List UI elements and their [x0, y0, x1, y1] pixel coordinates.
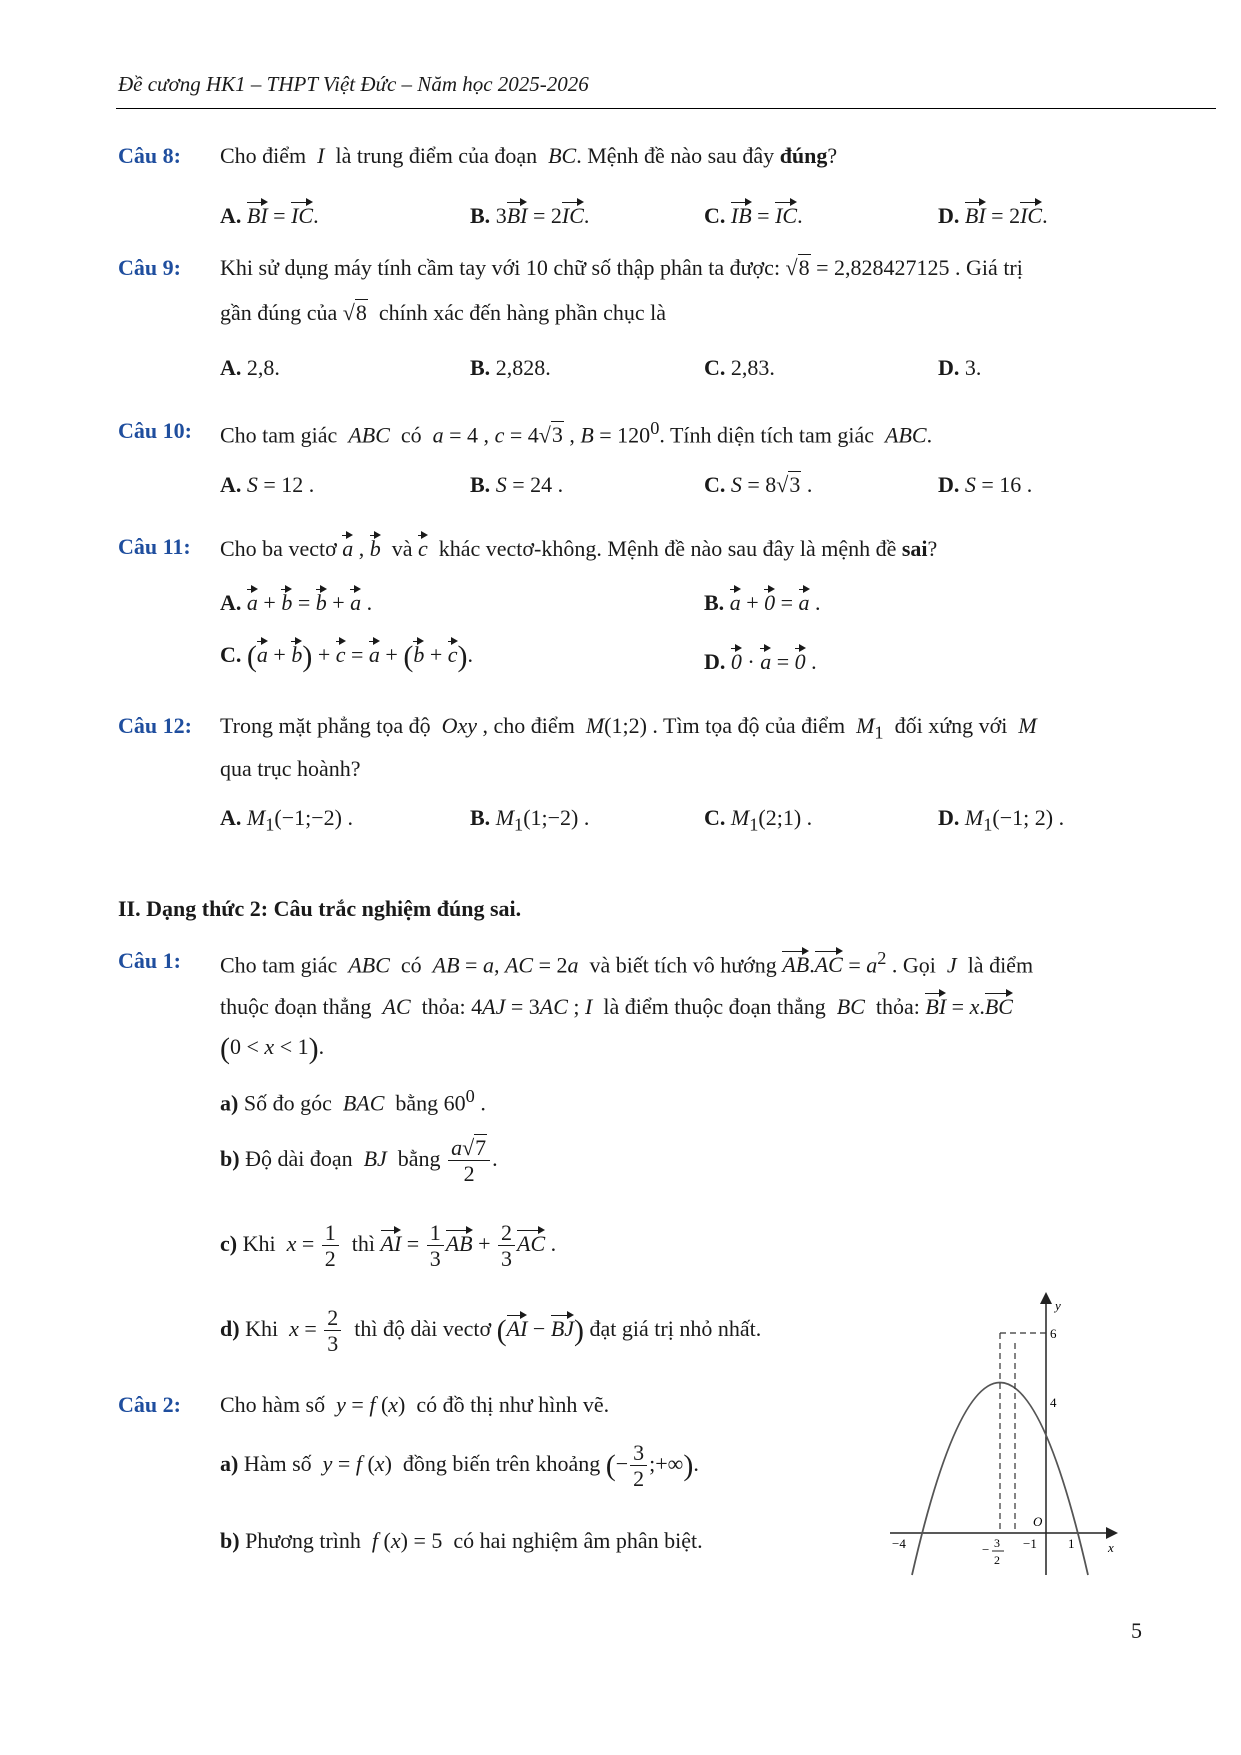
section-2-title: II. Dạng thức 2: Câu trắc nghiệm đúng sai.: [118, 896, 522, 921]
tick-y-4: 4: [1050, 1395, 1057, 1410]
q12-option-c: C. $M_1(2;1)$ .: [704, 805, 813, 835]
parabola-graph: [880, 1290, 1130, 1580]
q8-option-a: A. BI = IC.: [220, 203, 319, 228]
q8-option-c: C. IB = IC.: [704, 203, 803, 228]
question-8-text: Cho điểm I là trung điểm của đoạn BC. Mệnh đề nào sau đây đúng?: [220, 143, 838, 168]
q9-option-d: D. 3.: [938, 355, 982, 380]
s2-question-1-text: Cho tam giác ABC có AB = a, AC = 2a và biết tích vô hướng $AB.AC = a^2$ . Gọi J là điểm: [220, 948, 1034, 978]
q10-option-b: B. S = 24 .: [470, 472, 564, 497]
s2-question-1-text-2: thuộc đoạn thẳng AC thỏa: 4AJ = 3AC ; I là điểm thuộc đoạn thẳng BC thỏa: BI = x.BC: [220, 994, 1013, 1019]
tick-x-minus1: −1: [1023, 1536, 1037, 1551]
page-header: Đề cương HK1 – THPT Việt Đức – Năm học 2025-2026: [118, 72, 589, 96]
question-11-label: Câu 11:: [118, 534, 191, 559]
s2-q1-item-a: a) Số đo góc BAC bằng $60^0$ .: [220, 1086, 486, 1116]
q8-option-d: D. BI = 2IC.: [938, 203, 1048, 228]
s2-question-2-text: Cho hàm số y = f (x) có đồ thị như hình vẽ.: [220, 1392, 610, 1417]
origin-label: O: [1033, 1514, 1043, 1529]
y-axis-label: y: [1055, 1298, 1061, 1313]
s2-q2-item-a: a) Hàm số y = f (x) đồng biến trên khoảng (− $\frac{3}{2}$ ;+∞).: [220, 1440, 699, 1492]
q9-option-c: C. 2,83.: [704, 355, 775, 380]
s2-q2-item-b: b) Phương trình f (x) = 5 có hai nghiệm âm phân biệt.: [220, 1528, 703, 1553]
q12-option-a: A. $M_1(-1;-2)$ .: [220, 805, 353, 835]
tick-x-vertex-den: 2: [994, 1553, 1000, 1567]
question-10-text: Cho tam giác ABC có a = 4 , c = 4√3 , $B = 120^0$. Tính diện tích tam giác ABC.: [220, 418, 933, 448]
page-number: 5: [1131, 1618, 1142, 1643]
tick-x-vertex-num: 3: [994, 1536, 1000, 1550]
question-label: Câu 8:: [118, 143, 181, 168]
q11-option-b: B. a + 0 = a .: [704, 590, 821, 615]
s2-question-1-label: Câu 1:: [118, 948, 181, 973]
question-12-label: Câu 12:: [118, 713, 192, 738]
question-11-text: Cho ba vectơ a , b và c khác vectơ-không. Mệnh đề nào sau đây là mệnh đề sai?: [220, 536, 938, 561]
q12-option-b: B. $M_1(1;-2)$ .: [470, 805, 590, 835]
q10-option-d: D. S = 16 .: [938, 472, 1033, 497]
q9-option-b: B. 2,828.: [470, 355, 551, 380]
s2-q1-item-d: d) Khi x = $\frac{2}{3}$ thì độ dài vectơ (AI − BJ) đạt giá trị nhỏ nhất.: [220, 1305, 762, 1357]
question-9-label: Câu 9:: [118, 255, 181, 280]
q10-option-c: C. S = 8√3 .: [704, 472, 813, 497]
q11-option-a: A. a + b = b + a .: [220, 590, 373, 615]
header-rule: [116, 108, 1216, 109]
tick-x-vertex-minus: −: [982, 1542, 990, 1557]
q8-option-b: B. 3BI = 2IC.: [470, 203, 590, 228]
s2-q1-item-b: b) Độ dài đoạn BJ bằng $\frac{a√7}{2}$ .: [220, 1135, 498, 1187]
question-8: [118, 143, 181, 169]
q11-option-d: D. 0 · a = 0 .: [704, 649, 817, 674]
s2-question-1-text-3: (0 < x < 1).: [220, 1032, 325, 1065]
question-10-label: Câu 10:: [118, 418, 192, 443]
s2-question-2-label: Câu 2:: [118, 1392, 181, 1417]
tick-y-6: 6: [1050, 1326, 1057, 1341]
question-12-text: Trong mặt phẳng tọa độ Oxy , cho điểm M(1;2) . Tìm tọa độ của điểm $M_1$ đối xứng với M: [220, 713, 1037, 743]
s2-q1-item-c: c) Khi x = $\frac{1}{2}$ thì AI = $\frac{1}{3}$ AB + $\frac{2}{3}$ AC .: [220, 1220, 557, 1272]
question-12-text-2: qua trục hoành?: [220, 756, 361, 781]
q10-option-a: A. S = 12 .: [220, 472, 315, 497]
x-axis-label: x: [1108, 1540, 1114, 1555]
tick-x-minus4: −4: [892, 1536, 906, 1551]
q11-option-c: C. (a + b) + c = a + (b + c).: [220, 640, 474, 673]
tick-x-1: 1: [1068, 1536, 1075, 1551]
q9-option-a: A. 2,8.: [220, 355, 280, 380]
question-9-text: Khi sử dụng máy tính cầm tay với 10 chữ số thập phân ta được: √8 = 2,828427125 . Giá trị: [220, 255, 1023, 280]
q12-option-d: D. $M_1(-1$; 2) .: [938, 805, 1065, 835]
question-9-text-2: gần đúng của √8 chính xác đến hàng phần chục là: [220, 300, 666, 325]
